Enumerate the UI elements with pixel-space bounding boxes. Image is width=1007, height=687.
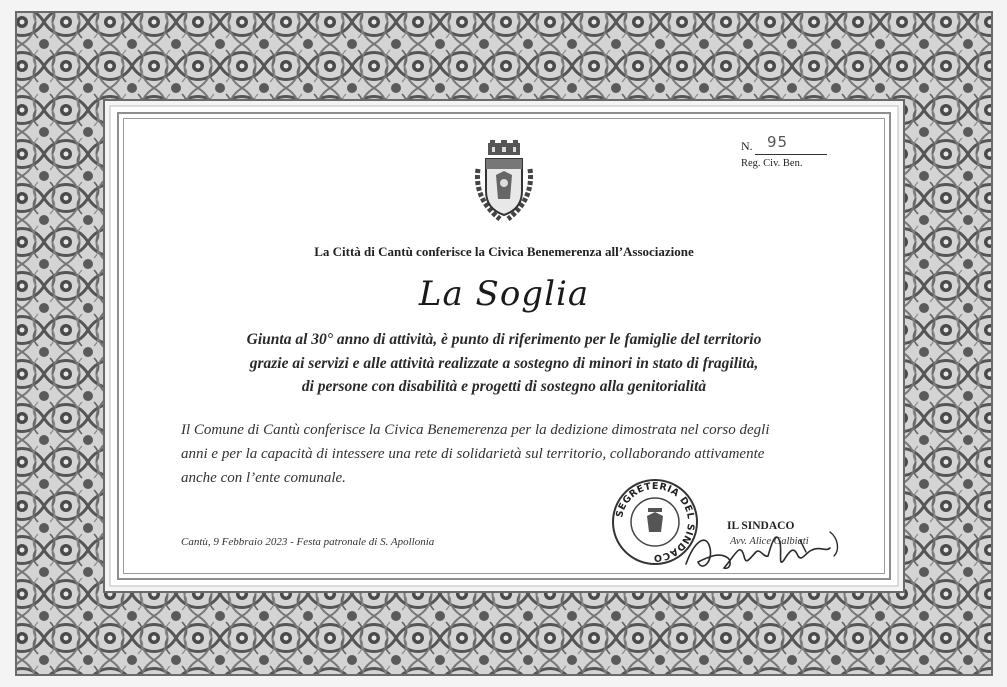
motivation-line: Giunta al 30° anno di attività, è punto di riferimento per le famiglie del territorio: [246, 331, 762, 348]
motivation-line: grazie ai servizi e alle attività realizzate a sostegno di minori in stato di fragilità,: [249, 355, 759, 372]
handwritten-signature: [680, 512, 860, 582]
body-line: anni e per la capacità di intessere una rete di solidarietà sul territorio, collaborando attivamente: [181, 446, 765, 462]
motivation-line: di persone con disabilità e progetti di sostegno alla genitorialità: [301, 378, 707, 395]
registry-number-label: N.: [741, 139, 753, 153]
body-line: anche con l’ente comunale.: [181, 470, 346, 486]
stamp-text: SEGRETERIA DEL SINDACO: [614, 480, 697, 564]
registry-number-value: 95: [767, 133, 789, 151]
date-line: Cantù, 9 Febbraio 2023 - Festa patronale di S. Apollonia: [181, 536, 435, 548]
signatory-name: Avv. Alice Galbiati: [730, 536, 809, 547]
registry-number: [741, 133, 831, 155]
registry-label: Reg. Civ. Ben.: [741, 158, 803, 169]
conferral-intro: La Città di Cantù conferisce la Civica Benemerenza all’Associazione: [314, 244, 694, 259]
body-line: Il Comune di Cantù conferisce la Civica Benemerenza per la dedizione dimostrata nel corso degli: [181, 422, 770, 438]
city-coat-of-arms-icon: [470, 139, 538, 225]
association-name: La Soglia: [418, 274, 590, 314]
registry-number-underline: [755, 154, 827, 155]
signatory-title: IL SINDACO: [727, 520, 795, 532]
